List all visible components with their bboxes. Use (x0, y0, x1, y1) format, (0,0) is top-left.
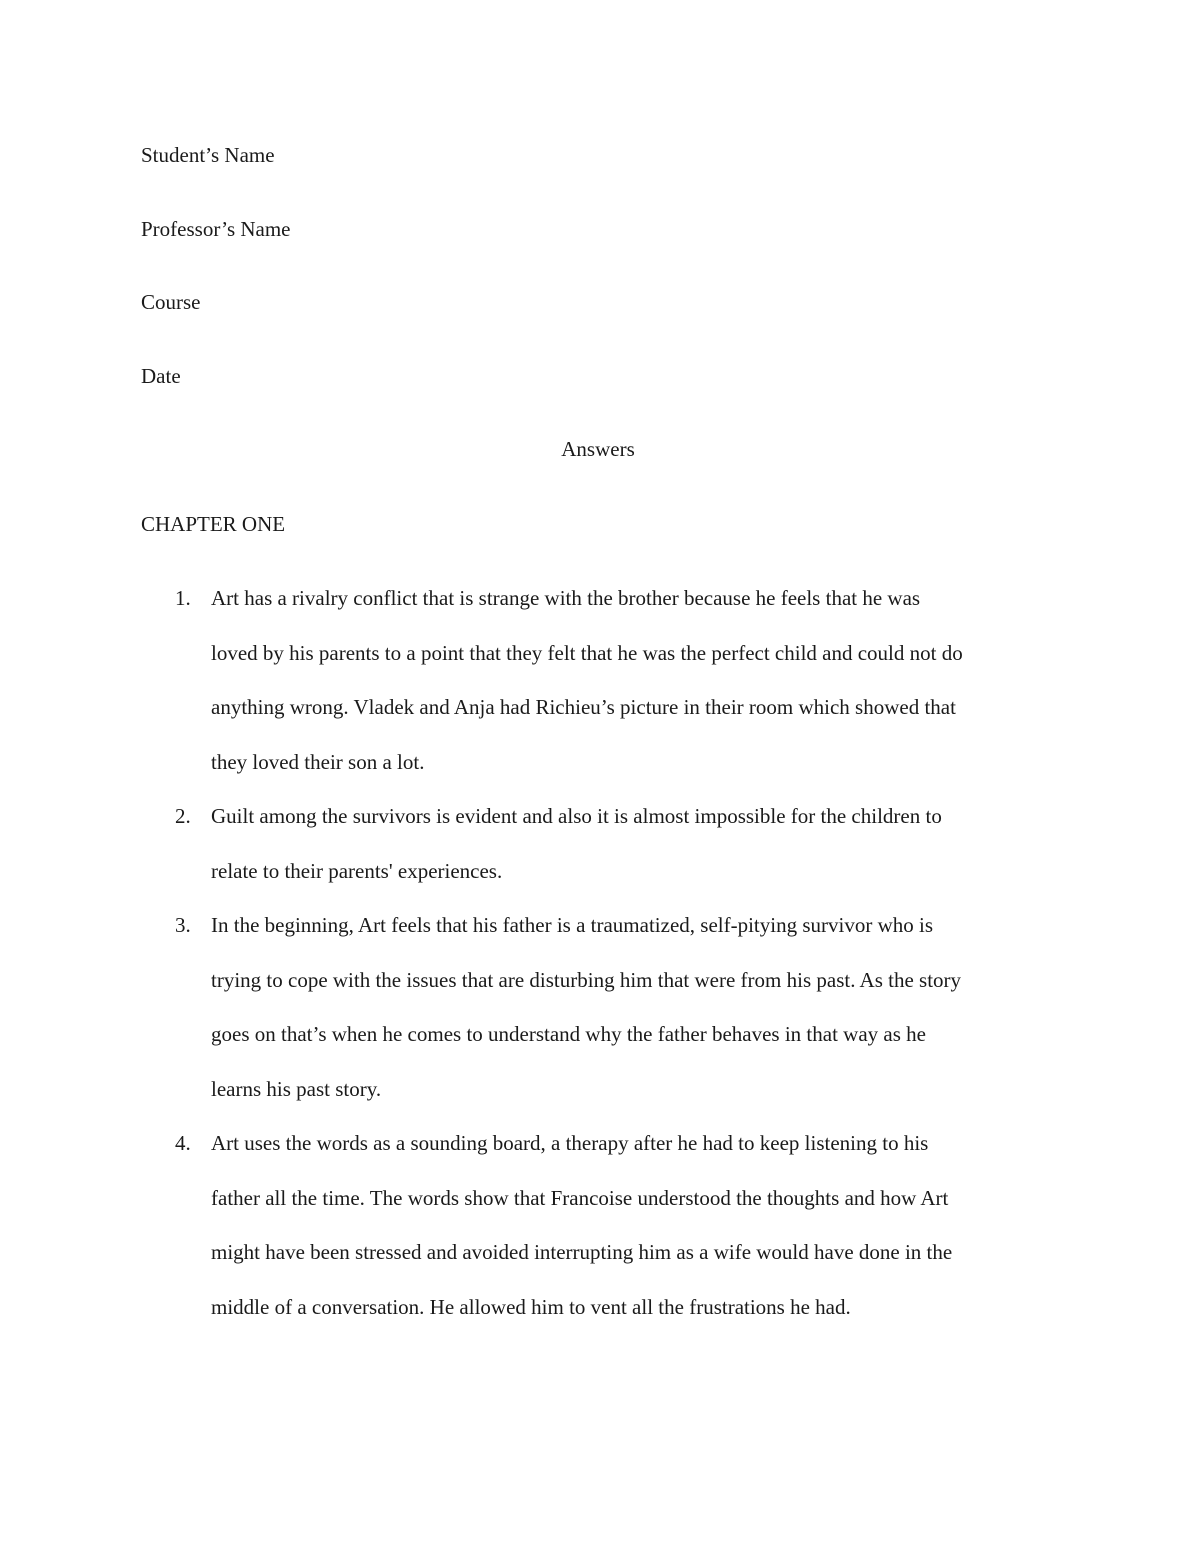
course-name: Course (141, 290, 201, 314)
answer-line: Art has a rivalry conflict that is strange with the brother because he feels that he was (211, 586, 921, 610)
answer-number: 4. (175, 1131, 191, 1155)
answer-number: 2. (175, 804, 191, 828)
student-name: Student’s Name (141, 143, 275, 167)
professor-name: Professor’s Name (141, 216, 291, 241)
date-line: Date (141, 363, 181, 388)
answer-line: Art uses the words as a sounding board, a therapy after he had to keep listening to his (211, 1131, 929, 1155)
answer-line: father all the time. The words show that Francoise understood the thoughts and how Art (211, 1185, 949, 1210)
answer-item (141, 1116, 1061, 1334)
answer-item (141, 898, 1061, 1116)
document-header (141, 128, 1061, 422)
answer-line: anything wrong. Vladek and Anja had Richieu’s picture in their room which showed that (211, 695, 956, 719)
answer-item (141, 789, 1061, 898)
answers-list (141, 571, 1061, 1334)
chapter-heading: CHAPTER ONE (141, 512, 286, 536)
answer-line: loved by his parents to a point that they felt that he was the perfect child and could not do (211, 640, 963, 665)
answer-number: 3. (175, 913, 191, 937)
answer-line: learns his past story. (211, 1076, 382, 1101)
answer-line: middle of a conversation. He allowed him to vent all the frustrations he had. (211, 1294, 851, 1319)
answer-line: Guilt among the survivors is evident and also it is almost impossible for the children to (211, 804, 942, 828)
document-title: Answers (561, 437, 635, 461)
answer-line: goes on that’s when he comes to understand why the father behaves in that way as he (211, 1022, 926, 1046)
answer-item (141, 571, 1061, 789)
answer-number: 1. (175, 586, 191, 610)
answer-line: relate to their parents' experiences. (211, 858, 503, 883)
answer-line: they loved their son a lot. (211, 749, 425, 774)
answer-line: trying to cope with the issues that are disturbing him that were from his past. As the story (211, 967, 962, 992)
answer-line: In the beginning, Art feels that his father is a traumatized, self-pitying survivor who is (211, 913, 933, 937)
answer-line: might have been stressed and avoided interrupting him as a wife would have done in the (211, 1240, 953, 1264)
